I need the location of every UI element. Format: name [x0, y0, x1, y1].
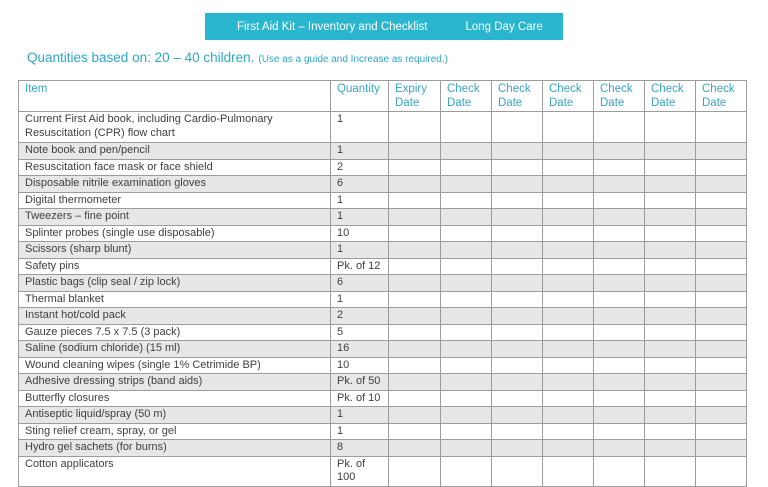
table-row — [19, 159, 747, 176]
expiry-date-cell — [389, 192, 441, 209]
check-date-cell — [543, 324, 594, 341]
check-date-cell — [594, 456, 645, 486]
check-date-cell — [696, 176, 747, 193]
expiry-date-cell — [389, 407, 441, 424]
expiry-date-cell — [389, 159, 441, 176]
check-date-cell — [492, 176, 543, 193]
check-date-cell — [594, 341, 645, 358]
check-date-cell — [696, 258, 747, 275]
item-cell: Disposable nitrile examination gloves — [19, 176, 331, 193]
check-date-cell — [543, 242, 594, 259]
check-date-cell — [441, 159, 492, 176]
check-date-cell — [441, 374, 492, 391]
check-date-cell — [696, 159, 747, 176]
table-row — [19, 357, 747, 374]
column-header-expiry-date: Expiry Date — [389, 81, 441, 112]
quantity-cell: 1 — [331, 112, 389, 143]
table-row — [19, 143, 747, 160]
check-date-cell — [645, 456, 696, 486]
expiry-date-cell — [389, 324, 441, 341]
column-header-check-date: Check Date — [441, 81, 492, 112]
check-date-cell — [645, 143, 696, 160]
expiry-date-cell — [389, 225, 441, 242]
check-date-cell — [492, 143, 543, 160]
item-cell: Thermal blanket — [19, 291, 331, 308]
check-date-cell — [543, 341, 594, 358]
check-date-cell — [594, 357, 645, 374]
check-date-cell — [594, 143, 645, 160]
expiry-date-cell — [389, 374, 441, 391]
table-row — [19, 209, 747, 226]
document-title-right: Long Day Care — [465, 20, 543, 33]
check-date-cell — [441, 407, 492, 424]
quantity-cell: 6 — [331, 176, 389, 193]
quantity-cell: 1 — [331, 291, 389, 308]
check-date-cell — [696, 440, 747, 457]
column-header-quantity: Quantity — [331, 81, 389, 112]
check-date-cell — [492, 192, 543, 209]
table-row — [19, 456, 747, 486]
check-date-cell — [441, 112, 492, 143]
check-date-cell — [441, 390, 492, 407]
expiry-date-cell — [389, 341, 441, 358]
check-date-cell — [594, 225, 645, 242]
check-date-cell — [543, 143, 594, 160]
expiry-date-cell — [389, 456, 441, 486]
check-date-cell — [492, 112, 543, 143]
check-date-cell — [645, 209, 696, 226]
quantity-cell: 5 — [331, 324, 389, 341]
check-date-cell — [492, 407, 543, 424]
check-date-cell — [645, 225, 696, 242]
check-date-cell — [594, 291, 645, 308]
check-date-cell — [492, 242, 543, 259]
check-date-cell — [645, 192, 696, 209]
quantity-cell: 10 — [331, 357, 389, 374]
check-date-cell — [594, 423, 645, 440]
table-row — [19, 440, 747, 457]
quantity-cell: 2 — [331, 308, 389, 325]
check-date-cell — [696, 192, 747, 209]
column-header-check-date: Check Date — [645, 81, 696, 112]
quantity-cell: 1 — [331, 407, 389, 424]
expiry-date-cell — [389, 423, 441, 440]
check-date-cell — [645, 308, 696, 325]
expiry-date-cell — [389, 242, 441, 259]
quantities-subtitle — [27, 49, 448, 67]
quantity-cell: 1 — [331, 423, 389, 440]
check-date-cell — [645, 407, 696, 424]
check-date-cell — [696, 357, 747, 374]
check-date-cell — [645, 176, 696, 193]
check-date-cell — [543, 192, 594, 209]
check-date-cell — [441, 176, 492, 193]
check-date-cell — [441, 440, 492, 457]
item-cell: Digital thermometer — [19, 192, 331, 209]
table-row — [19, 192, 747, 209]
table-row — [19, 242, 747, 259]
table-row — [19, 176, 747, 193]
check-date-cell — [441, 242, 492, 259]
quantity-cell: 1 — [331, 192, 389, 209]
check-date-cell — [645, 258, 696, 275]
expiry-date-cell — [389, 308, 441, 325]
check-date-cell — [492, 374, 543, 391]
item-cell: Cotton applicators — [19, 456, 331, 486]
check-date-cell — [543, 275, 594, 292]
check-date-cell — [696, 308, 747, 325]
quantity-cell: 16 — [331, 341, 389, 358]
expiry-date-cell — [389, 176, 441, 193]
check-date-cell — [492, 308, 543, 325]
item-cell: Resuscitation face mask or face shield — [19, 159, 331, 176]
check-date-cell — [594, 242, 645, 259]
check-date-cell — [492, 341, 543, 358]
item-cell: Safety pins — [19, 258, 331, 275]
check-date-cell — [594, 159, 645, 176]
check-date-cell — [645, 423, 696, 440]
check-date-cell — [543, 440, 594, 457]
check-date-cell — [696, 291, 747, 308]
check-date-cell — [492, 225, 543, 242]
quantity-cell: Pk. of 12 — [331, 258, 389, 275]
check-date-cell — [441, 275, 492, 292]
check-date-cell — [492, 423, 543, 440]
check-date-cell — [696, 275, 747, 292]
item-cell: Sting relief cream, spray, or gel — [19, 423, 331, 440]
table-row — [19, 341, 747, 358]
quantity-cell: Pk. of 50 — [331, 374, 389, 391]
check-date-cell — [543, 291, 594, 308]
table-row — [19, 112, 747, 143]
check-date-cell — [543, 374, 594, 391]
check-date-cell — [543, 112, 594, 143]
item-cell: Wound cleaning wipes (single 1% Cetrimide BP) — [19, 357, 331, 374]
quantities-subtitle-main: Quantities based on: 20 – 40 children. — [27, 50, 255, 65]
quantity-cell: 1 — [331, 242, 389, 259]
item-cell: Antiseptic liquid/spray (50 m) — [19, 407, 331, 424]
check-date-cell — [696, 456, 747, 486]
quantity-cell: 8 — [331, 440, 389, 457]
item-cell: Gauze pieces 7.5 x 7.5 (3 pack) — [19, 324, 331, 341]
check-date-cell — [594, 308, 645, 325]
check-date-cell — [492, 258, 543, 275]
check-date-cell — [543, 258, 594, 275]
column-header-item: Item — [19, 81, 331, 112]
check-date-cell — [492, 275, 543, 292]
check-date-cell — [594, 324, 645, 341]
item-cell: Scissors (sharp blunt) — [19, 242, 331, 259]
item-cell: Saline (sodium chloride) (15 ml) — [19, 341, 331, 358]
check-date-cell — [492, 357, 543, 374]
check-date-cell — [594, 390, 645, 407]
check-date-cell — [492, 440, 543, 457]
check-date-cell — [696, 374, 747, 391]
table-row — [19, 407, 747, 424]
expiry-date-cell — [389, 357, 441, 374]
table-row — [19, 374, 747, 391]
check-date-cell — [696, 390, 747, 407]
expiry-date-cell — [389, 112, 441, 143]
check-date-cell — [441, 258, 492, 275]
table-row — [19, 258, 747, 275]
table-row — [19, 308, 747, 325]
check-date-cell — [696, 423, 747, 440]
check-date-cell — [492, 324, 543, 341]
table-row — [19, 390, 747, 407]
document-title-bar — [205, 13, 563, 40]
item-cell: Butterfly closures — [19, 390, 331, 407]
check-date-cell — [645, 324, 696, 341]
quantity-cell: 6 — [331, 275, 389, 292]
item-cell: Splinter probes (single use disposable) — [19, 225, 331, 242]
check-date-cell — [543, 176, 594, 193]
check-date-cell — [645, 440, 696, 457]
check-date-cell — [645, 357, 696, 374]
inventory-table — [18, 80, 747, 487]
check-date-cell — [696, 209, 747, 226]
check-date-cell — [696, 112, 747, 143]
table-row — [19, 225, 747, 242]
check-date-cell — [441, 308, 492, 325]
check-date-cell — [441, 341, 492, 358]
check-date-cell — [645, 291, 696, 308]
check-date-cell — [594, 112, 645, 143]
check-date-cell — [696, 341, 747, 358]
quantity-cell: 1 — [331, 209, 389, 226]
check-date-cell — [543, 357, 594, 374]
check-date-cell — [594, 275, 645, 292]
check-date-cell — [543, 390, 594, 407]
check-date-cell — [441, 209, 492, 226]
check-date-cell — [441, 225, 492, 242]
check-date-cell — [696, 407, 747, 424]
quantity-cell: Pk. of 100 — [331, 456, 389, 486]
item-cell: Note book and pen/pencil — [19, 143, 331, 160]
check-date-cell — [543, 456, 594, 486]
table-row — [19, 423, 747, 440]
check-date-cell — [594, 440, 645, 457]
check-date-cell — [492, 456, 543, 486]
check-date-cell — [645, 159, 696, 176]
quantities-subtitle-note: (Use as a guide and Increase as required.) — [258, 54, 448, 65]
check-date-cell — [594, 258, 645, 275]
expiry-date-cell — [389, 291, 441, 308]
document-title: First Aid Kit – Inventory and Checklist — [237, 20, 428, 33]
check-date-cell — [696, 242, 747, 259]
check-date-cell — [492, 390, 543, 407]
check-date-cell — [645, 112, 696, 143]
column-header-check-date: Check Date — [594, 81, 645, 112]
check-date-cell — [645, 390, 696, 407]
column-header-check-date: Check Date — [696, 81, 747, 112]
check-date-cell — [594, 209, 645, 226]
inventory-table-body — [19, 112, 747, 487]
check-date-cell — [492, 291, 543, 308]
check-date-cell — [543, 225, 594, 242]
check-date-cell — [645, 275, 696, 292]
quantity-cell: 2 — [331, 159, 389, 176]
quantity-cell: Pk. of 10 — [331, 390, 389, 407]
expiry-date-cell — [389, 143, 441, 160]
item-cell: Instant hot/cold pack — [19, 308, 331, 325]
check-date-cell — [441, 143, 492, 160]
item-cell: Plastic bags (clip seal / zip lock) — [19, 275, 331, 292]
check-date-cell — [696, 324, 747, 341]
check-date-cell — [441, 324, 492, 341]
item-cell: Current First Aid book, including Cardio-Pulmonary Resuscitation (CPR) flow chart — [19, 112, 331, 143]
check-date-cell — [696, 143, 747, 160]
check-date-cell — [543, 423, 594, 440]
check-date-cell — [594, 407, 645, 424]
item-cell: Hydro gel sachets (for burns) — [19, 440, 331, 457]
check-date-cell — [543, 308, 594, 325]
quantity-cell: 1 — [331, 143, 389, 160]
expiry-date-cell — [389, 209, 441, 226]
check-date-cell — [492, 159, 543, 176]
expiry-date-cell — [389, 390, 441, 407]
check-date-cell — [441, 456, 492, 486]
check-date-cell — [441, 192, 492, 209]
check-date-cell — [441, 357, 492, 374]
check-date-cell — [645, 242, 696, 259]
expiry-date-cell — [389, 440, 441, 457]
expiry-date-cell — [389, 275, 441, 292]
table-row — [19, 275, 747, 292]
check-date-cell — [645, 374, 696, 391]
item-cell: Adhesive dressing strips (band aids) — [19, 374, 331, 391]
check-date-cell — [696, 225, 747, 242]
check-date-cell — [441, 423, 492, 440]
check-date-cell — [543, 159, 594, 176]
column-header-check-date: Check Date — [492, 81, 543, 112]
check-date-cell — [594, 192, 645, 209]
table-row — [19, 324, 747, 341]
expiry-date-cell — [389, 258, 441, 275]
table-row — [19, 291, 747, 308]
check-date-cell — [543, 209, 594, 226]
check-date-cell — [594, 176, 645, 193]
column-header-check-date: Check Date — [543, 81, 594, 112]
item-cell: Tweezers – fine point — [19, 209, 331, 226]
table-header-row — [19, 81, 747, 112]
check-date-cell — [645, 341, 696, 358]
check-date-cell — [543, 407, 594, 424]
check-date-cell — [594, 374, 645, 391]
check-date-cell — [492, 209, 543, 226]
quantity-cell: 10 — [331, 225, 389, 242]
check-date-cell — [441, 291, 492, 308]
